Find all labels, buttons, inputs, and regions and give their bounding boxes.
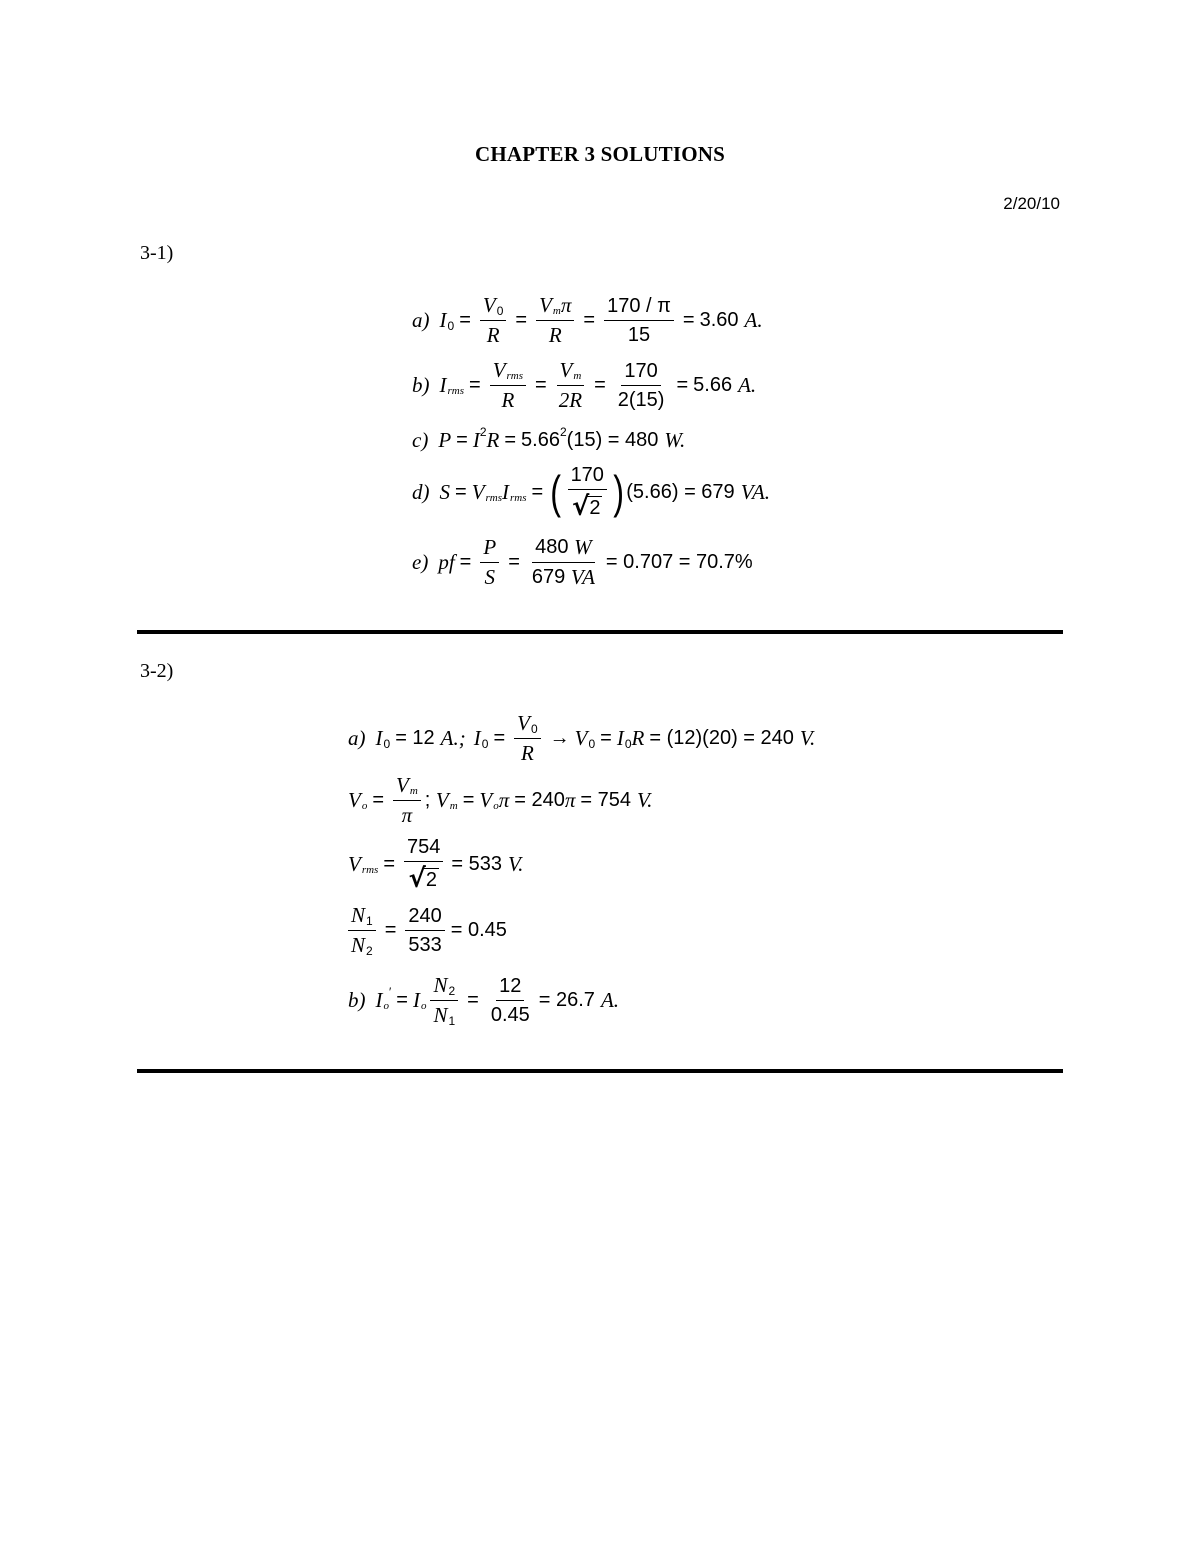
section-divider bbox=[137, 630, 1063, 634]
equation-3-1-d: d) S = V rms I rms = ( 170 √ 2 ) (5.66) = 679 VA. bbox=[412, 463, 771, 522]
fraction: 170 √ 2 bbox=[568, 465, 607, 520]
equation-3-2-a: a) I 0 = 12 A.; I 0 = V 0 R → V 0 = I 0 R = (12)(20) = 240 V. bbox=[348, 710, 816, 765]
right-paren: ) bbox=[613, 466, 624, 518]
fraction: 754 √ 2 bbox=[404, 837, 443, 892]
fraction: V m 2R bbox=[556, 360, 585, 411]
fraction: V rms R bbox=[490, 360, 526, 411]
fraction: $\frac{170 / \pi}{15}$ bbox=[604, 296, 674, 345]
fraction: V 0 R bbox=[480, 295, 507, 346]
square-root: √ 2 bbox=[408, 863, 437, 894]
fraction: V 0 R bbox=[514, 713, 541, 764]
square-root: √ 2 bbox=[572, 491, 601, 522]
fraction: $\frac{P}{S}$ bbox=[480, 537, 499, 588]
equation-3-2-vrms: V rms = 754 √ 2 = 533 V. bbox=[348, 835, 524, 894]
document-date: 2/20/10 bbox=[1003, 194, 1060, 213]
equation-3-1-c: c) P = I 2 R = 5.66 2 (15) = 480 W. bbox=[412, 425, 686, 452]
equation-3-1-a: a) I 0 = V 0 R = V m π R = $\frac{170 / \pi}{15}$ = 3.60 A. bbox=[412, 292, 763, 347]
fraction: 480 W 679 VA bbox=[531, 534, 595, 589]
left-paren: ( bbox=[550, 466, 562, 518]
part-tag: a) bbox=[412, 307, 430, 332]
fraction: N 1 N 2 bbox=[348, 905, 376, 956]
section-divider bbox=[137, 1069, 1063, 1073]
fraction: $\frac{12}{0.45}$ bbox=[490, 974, 530, 1026]
fraction: $\frac{240}{533}$ bbox=[405, 906, 444, 955]
page-title: CHAPTER 3 SOLUTIONS bbox=[474, 142, 726, 166]
equation-3-2-turns-ratio: N 1 N 2 = $\frac{240}{533}$ = 0.45 bbox=[348, 900, 507, 960]
equation-3-1-b: b) I rms = V rms R = V m 2R = $\frac{170}{2(15)}$ = 5.66 A. bbox=[412, 357, 757, 412]
equation-3-1-e: e) pf = $\frac{P}{S}$ = 480 W 679 VA = 0.707 = 70.7% bbox=[412, 534, 753, 589]
fraction: N 2 N 1 bbox=[430, 975, 458, 1026]
equation-3-2-vo: V o = V m π ; V m = V o π = 240 π = 754 V. bbox=[348, 772, 653, 827]
fraction: $\frac{170}{2(15)}$ bbox=[617, 359, 665, 411]
fraction: V m π R bbox=[536, 295, 574, 346]
problem-label-3-2: 3-2) bbox=[140, 660, 174, 682]
equation-3-2-b: b) I o ′ = I o N 2 N 1 = $\frac{12}{0.45}$ = 26.7 A. bbox=[348, 972, 620, 1028]
problem-label-3-1: 3-1) bbox=[140, 242, 174, 264]
fraction: V m π bbox=[393, 775, 421, 826]
